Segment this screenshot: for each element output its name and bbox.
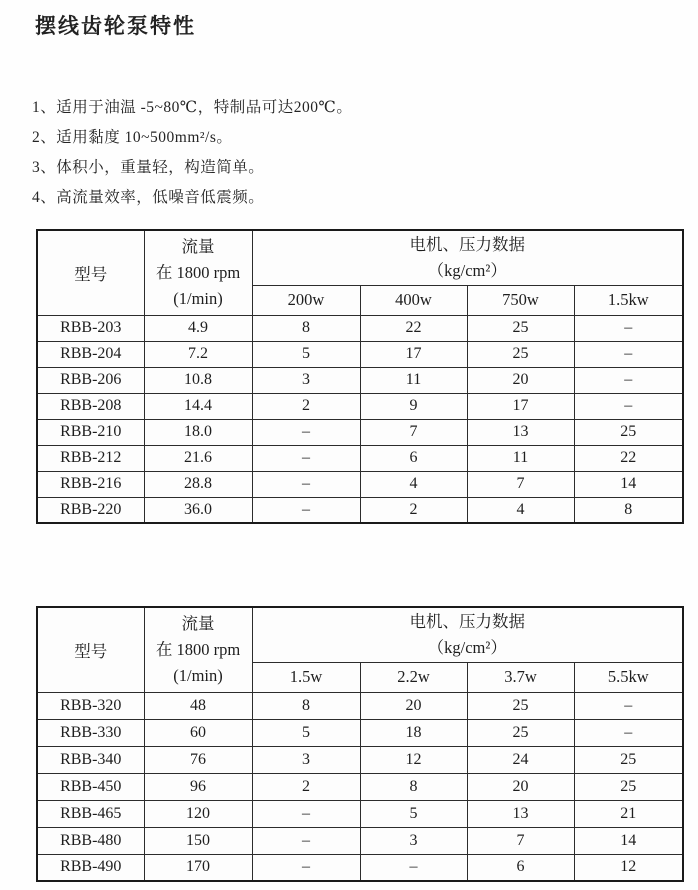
pressure-cell: 3	[252, 367, 360, 393]
model-cell: RBB-216	[37, 471, 144, 497]
power-column-header: 1.5kw	[574, 285, 683, 315]
page-title: 摆线齿轮泵特性	[35, 14, 196, 38]
table-1-body	[37, 315, 683, 523]
pressure-cell: 18	[360, 719, 467, 746]
pressure-cell: 11	[360, 367, 467, 393]
pressure-cell: 25	[574, 773, 683, 800]
pressure-cell: –	[360, 854, 467, 881]
pump-spec-table-rbb200-series	[36, 229, 684, 524]
flow-header-line-2: 在 1800 rpm	[155, 639, 241, 659]
model-cell: RBB-212	[37, 445, 144, 471]
pressure-cell: –	[574, 719, 683, 746]
table-2-header-row-top	[37, 607, 683, 662]
pressure-cell: 17	[360, 341, 467, 367]
table-row	[37, 367, 683, 393]
pressure-cell: 8	[360, 773, 467, 800]
pressure-cell: 25	[467, 692, 574, 719]
flow-cell: 96	[144, 773, 252, 800]
pressure-cell: 7	[467, 471, 574, 497]
pressure-cell: 14	[574, 827, 683, 854]
table-2-body	[37, 692, 683, 881]
pressure-cell: 3	[252, 746, 360, 773]
flow-cell: 120	[144, 800, 252, 827]
flow-cell: 28.8	[144, 471, 252, 497]
table-row	[37, 497, 683, 523]
flow-header-line-3: (1/min)	[173, 665, 223, 685]
pressure-cell: 5	[252, 719, 360, 746]
table-row	[37, 419, 683, 445]
table-1-header-row-top	[37, 230, 683, 285]
flow-header-line-1: 流量	[181, 613, 215, 633]
pressure-cell: –	[252, 471, 360, 497]
model-cell: RBB-465	[37, 800, 144, 827]
pump-spec-table-rbb300-series	[36, 606, 684, 882]
pressure-cell: 20	[467, 367, 574, 393]
power-column-header: 3.7w	[467, 662, 574, 692]
flow-cell: 36.0	[144, 497, 252, 523]
table-2-header	[37, 607, 683, 692]
feature-item-3: 3、体积小，重量轻，构造简单。	[32, 159, 265, 176]
pressure-cell: 8	[574, 497, 683, 523]
model-cell: RBB-204	[37, 341, 144, 367]
pressure-cell: 5	[360, 800, 467, 827]
pressure-cell: –	[574, 315, 683, 341]
table-row	[37, 315, 683, 341]
pressure-cell: 21	[574, 800, 683, 827]
motor-pressure-title: 电机、压力数据	[409, 611, 525, 631]
flow-cell: 10.8	[144, 367, 252, 393]
model-cell: RBB-210	[37, 419, 144, 445]
table-row	[37, 692, 683, 719]
power-column-header: 2.2w	[360, 662, 467, 692]
pressure-cell: 7	[467, 827, 574, 854]
table-1-header	[37, 230, 683, 315]
pressure-cell: 14	[574, 471, 683, 497]
pressure-cell: 12	[360, 746, 467, 773]
pressure-cell: –	[252, 419, 360, 445]
model-column-header: 型号	[37, 230, 144, 315]
motor-pressure-header	[252, 607, 683, 662]
pressure-cell: –	[252, 827, 360, 854]
flow-cell: 48	[144, 692, 252, 719]
flow-cell: 60	[144, 719, 252, 746]
pressure-cell: 6	[360, 445, 467, 471]
pressure-cell: 3	[360, 827, 467, 854]
pressure-cell: –	[574, 393, 683, 419]
model-cell: RBB-206	[37, 367, 144, 393]
model-cell: RBB-340	[37, 746, 144, 773]
feature-item-1: 1、适用于油温 -5~80℃，特制品可达200℃。	[32, 99, 353, 116]
pressure-cell: 11	[467, 445, 574, 471]
pressure-cell: 22	[360, 315, 467, 341]
pressure-cell: 25	[574, 746, 683, 773]
table-row	[37, 445, 683, 471]
pressure-cell: 25	[574, 419, 683, 445]
feature-list	[32, 93, 352, 213]
model-cell: RBB-330	[37, 719, 144, 746]
flow-cell: 150	[144, 827, 252, 854]
pressure-cell: –	[252, 497, 360, 523]
motor-pressure-header	[252, 230, 683, 285]
table-row	[37, 854, 683, 881]
flow-header-line-3: (1/min)	[173, 288, 223, 308]
table-row	[37, 773, 683, 800]
pressure-cell: 2	[252, 393, 360, 419]
pressure-cell: –	[252, 800, 360, 827]
flow-column-header	[144, 607, 252, 692]
pressure-cell: 9	[360, 393, 467, 419]
flow-cell: 14.4	[144, 393, 252, 419]
table-row	[37, 341, 683, 367]
flow-cell: 76	[144, 746, 252, 773]
power-column-header: 5.5kw	[574, 662, 683, 692]
flow-cell: 170	[144, 854, 252, 881]
pressure-cell: 25	[467, 719, 574, 746]
flow-cell: 21.6	[144, 445, 252, 471]
pressure-cell: 12	[574, 854, 683, 881]
pressure-cell: 20	[467, 773, 574, 800]
pressure-cell: 4	[360, 471, 467, 497]
pressure-cell: –	[574, 341, 683, 367]
power-column-header: 200w	[252, 285, 360, 315]
pressure-cell: –	[252, 445, 360, 471]
pressure-cell: 8	[252, 692, 360, 719]
model-cell: RBB-450	[37, 773, 144, 800]
power-column-header: 1.5w	[252, 662, 360, 692]
motor-pressure-unit: （kg/cm²）	[427, 260, 507, 280]
flow-column-header	[144, 230, 252, 315]
pressure-cell: 25	[467, 315, 574, 341]
pressure-cell: 2	[252, 773, 360, 800]
table-row	[37, 746, 683, 773]
feature-item-2: 2、适用黏度 10~500mm²/s。	[32, 129, 233, 146]
pressure-cell: 13	[467, 800, 574, 827]
pressure-cell: 20	[360, 692, 467, 719]
table-row	[37, 827, 683, 854]
pressure-cell: –	[574, 367, 683, 393]
pressure-cell: 5	[252, 341, 360, 367]
model-column-header: 型号	[37, 607, 144, 692]
pressure-cell: –	[574, 692, 683, 719]
model-cell: RBB-208	[37, 393, 144, 419]
pressure-cell: 24	[467, 746, 574, 773]
table-row	[37, 393, 683, 419]
flow-cell: 4.9	[144, 315, 252, 341]
flow-header-line-2: 在 1800 rpm	[155, 262, 241, 282]
flow-cell: 18.0	[144, 419, 252, 445]
model-cell: RBB-320	[37, 692, 144, 719]
model-cell: RBB-220	[37, 497, 144, 523]
table-row	[37, 719, 683, 746]
pressure-cell: 17	[467, 393, 574, 419]
pressure-cell: 7	[360, 419, 467, 445]
model-cell: RBB-480	[37, 827, 144, 854]
pressure-cell: 25	[467, 341, 574, 367]
pressure-cell: –	[252, 854, 360, 881]
table-row	[37, 471, 683, 497]
pressure-cell: 6	[467, 854, 574, 881]
power-column-header: 750w	[467, 285, 574, 315]
feature-item-4: 4、高流量效率，低噪音低震频。	[32, 189, 265, 206]
pressure-cell: 8	[252, 315, 360, 341]
pressure-cell: 4	[467, 497, 574, 523]
flow-cell: 7.2	[144, 341, 252, 367]
power-column-header: 400w	[360, 285, 467, 315]
model-cell: RBB-203	[37, 315, 144, 341]
pressure-cell: 13	[467, 419, 574, 445]
motor-pressure-title: 电机、压力数据	[409, 234, 525, 254]
pressure-cell: 22	[574, 445, 683, 471]
flow-header-line-1: 流量	[181, 236, 215, 256]
pressure-cell: 2	[360, 497, 467, 523]
motor-pressure-unit: （kg/cm²）	[427, 637, 507, 657]
table-row	[37, 800, 683, 827]
model-cell: RBB-490	[37, 854, 144, 881]
